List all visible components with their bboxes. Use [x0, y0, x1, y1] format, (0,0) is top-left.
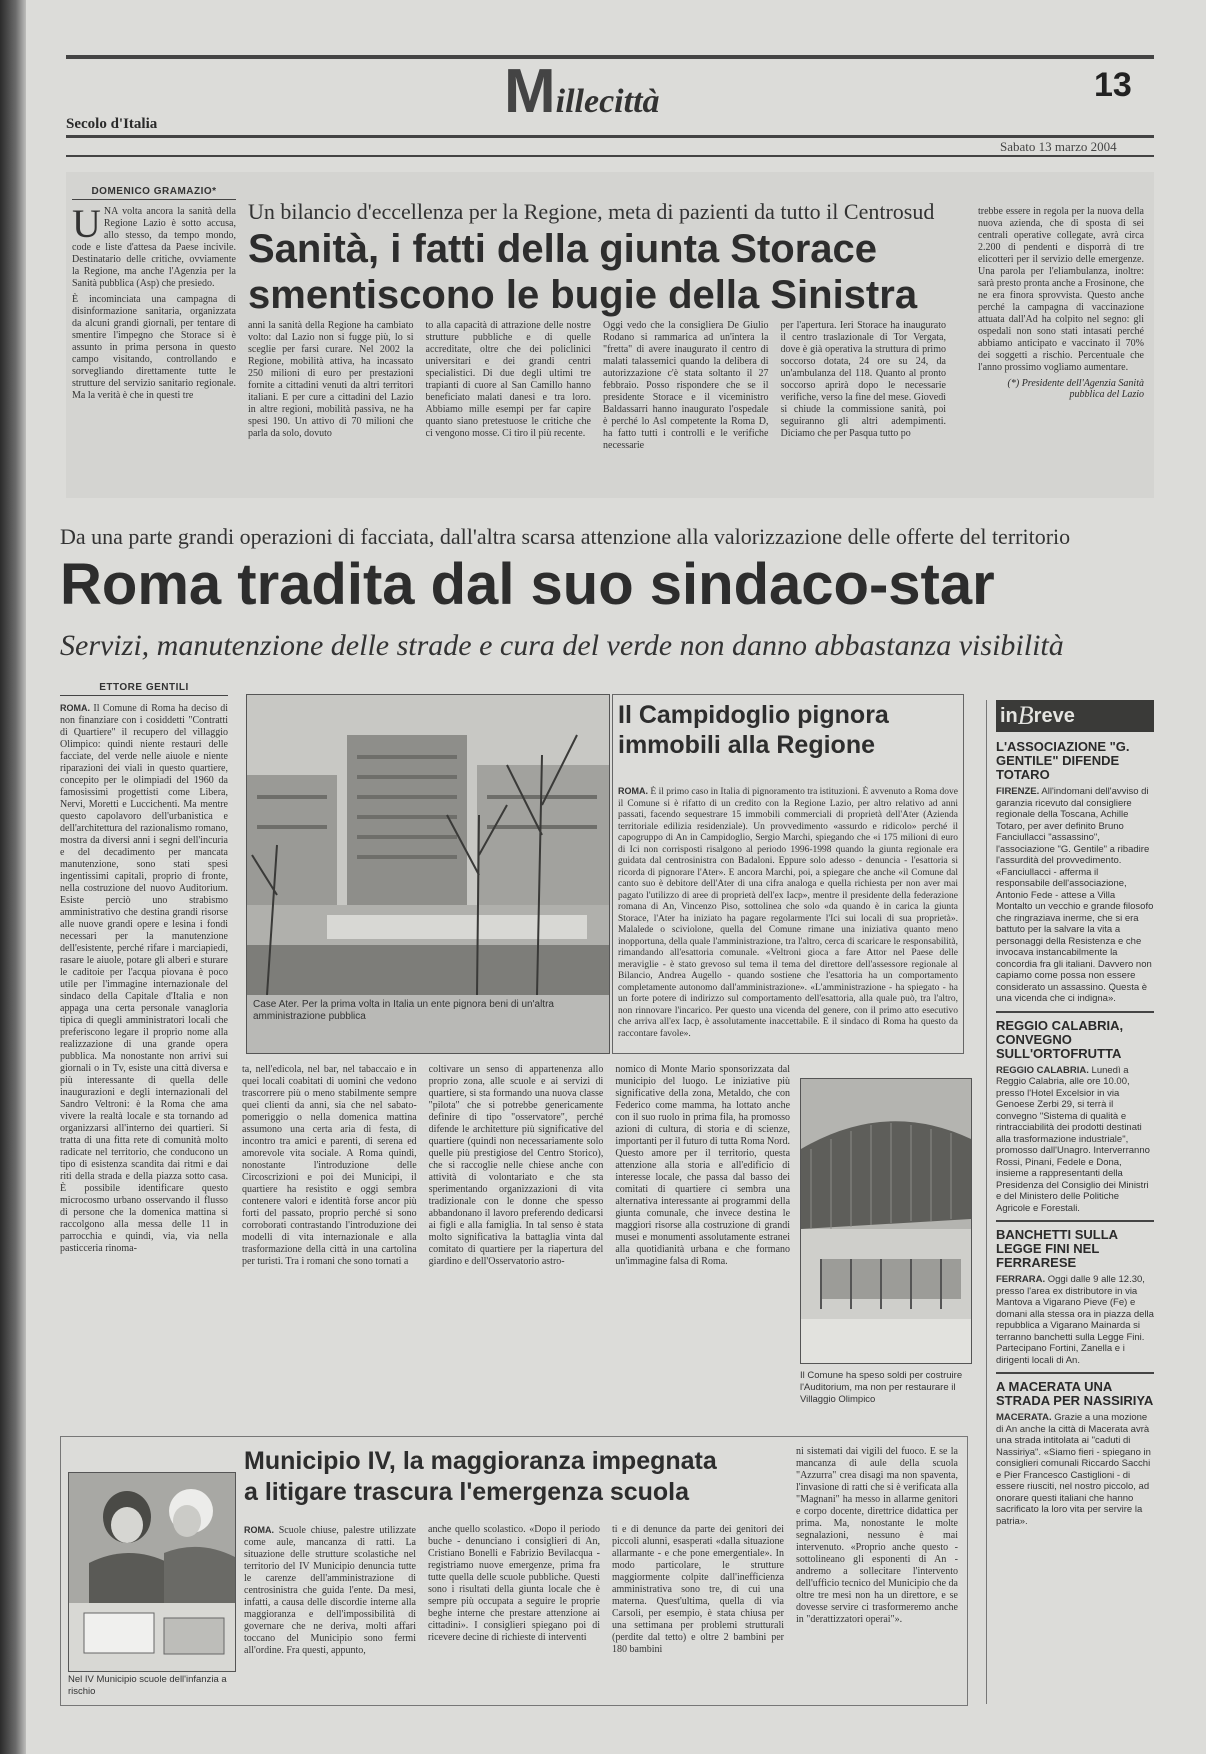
main-col4: nomico di Monte Mario sponsorizzata dal municipio del luogo. Le iniziative più significative della zona, Metaldo, che con Federico come mamma, ha lottato anche con il suo ruolo in prima fila, ha promosso azioni di cultura, di storia e di scienze, importanti per il futuro di tutta Roma Nord. Questo amore per il territorio, questa attenzione alla storia e all'edificio di interesse locale, che passa dal basso dei comitati di quartiere ci sembra una alternativa interessante ai programmi della giunta comunale, che invece destina le maggiori risorse alla costruzione di grandi musei e monumenti assolutamente estranei alla quotidianità urbana e che formano un'immagine falsa di Roma. [615, 1064, 791, 1267]
health-body-columns [248, 320, 946, 490]
ater-photo [246, 694, 610, 1054]
lead-paragraph [72, 201, 236, 290]
municipio-dateline: ROMA. [244, 1525, 274, 1535]
municipio-headline-line-1: Municipio IV, la maggioranza impegnata [244, 1447, 717, 1475]
brief-title: A MACERATA UNA STRADA PER NASSIRIYA [996, 1379, 1154, 1408]
page-number: 13 [1094, 66, 1132, 104]
health-col1: È incominciata una campagna di disinformazione sanitaria, organizzata da alcuni grandi giornali, per tentare di smentire l'impegno che Storace si è assunto in prima persona in questo campo visitando, controllando e sorvegliando direttamente tutte le strutture del servizio sanitario regionale. Ma la verità è che in questi tre [72, 294, 236, 401]
brief-dateline: MACERATA. [996, 1412, 1052, 1423]
main-col3: coltivare un senso di appartenenza allo proprio zona, alle scuole e ai servizi di quartiere, si sta formando una nuova classe "pilota" che si potrebbe genericamente definire di tipo "osservatore", perché difende le architetture più significative del quartiere (quindi non necessariamente solo quelle più prestigiose del Centro Storico), che si raccoglie nelle chiese anche con attività di volontariato e che sta sperimentando organizzazioni di vita tradizionale con le donne che spesso abbandonano il lavoro preferendo dedicarsi ai figli e alla famiglia. In tal senso è stata molto significativa la battaglia vinta dal comitato di quartiere per la riapertura del giardino e dell'Osservatorio astro- [428, 1064, 604, 1267]
municipio-col1-text: Scuole chiuse, palestre utilizzate come aule, mancanza di ratti. La situazione delle strutture scolastiche nel territorio del IV Municipio denuncia tutte le carenze dell'amministrazione di centrosinistra che guida l'ente. Da mesi, infatti, a causa delle discordie interne alla maggioranza e dell'impossibilità di governare che ne deriva, molti affari toccano del Municipio sono fermi all'ordine. Fra questi, appunto, [244, 1525, 416, 1656]
brief-body [996, 1412, 1154, 1527]
main-col2: ta, nell'edicola, nel bar, nel tabaccaio e in quei locali coabitati di uomini che vedono trascorrere più o meno stabilmente sempre quei clienti da anni, sia che nel sabato-pomeriggio o nella domenica mattina assumono una certa aria di festa, di incontro tra amici e parenti, di serena ed amorevole vita sociale. A Roma quindi, nonostante l'introduzione delle Circoscrizioni e poi dei Municipi, il quartiere ha resistito e oggi sembra contenere valori e identità forse ancor più forti del passato, proprio perché si sono corroborati contrastando l'introduzione dei modelli di vita internazionale e alla trasformazione della città in una cartolina per turisti. Tra i romani che sono tornati a [242, 1064, 417, 1267]
school-photo-image [69, 1473, 235, 1671]
in-breve-initial: B [1017, 701, 1034, 730]
sidebar-divider [986, 700, 987, 1704]
author-signature: (*) Presidente dell'Agenzia Sanità pubblica del Lazio [1007, 378, 1144, 400]
brief-title: REGGIO CALABRIA, CONVEGNO SULL'ORTOFRUTTA [996, 1017, 1124, 1061]
ater-photo-caption: Case Ater. Per la prima volta in Italia un ente pignora beni di un'altra amministrazione pubblica [253, 999, 554, 1022]
municipio-headline [244, 1446, 784, 1508]
health-headline [248, 226, 960, 318]
main-byline: ETTORE GENTILI [60, 682, 228, 696]
section-logo [504, 57, 660, 126]
brief-body [996, 786, 1154, 1005]
health-col5: per l'apertura. Ieri Storace ha inaugurato il centro traslazionale di Tor Vergata, dove è già operativa la struttura di primo soccorso dotata, 24 ore su 24, da un'ambulanza del 118. Quanto al pronto soccorso aprirà dopo le necessarie verifiche, verso la fine del mese. Giovedì si chiude la commissione sanità, poi seguiranno gli altri adempimenti. Diciamo che per Pasqua tutto po [780, 320, 946, 439]
main-dateline: ROMA. [60, 703, 90, 713]
campidoglio-dateline: ROMA. [618, 786, 648, 796]
drop-cap: U [72, 201, 101, 246]
masthead-bottom-rule [66, 135, 1154, 138]
brief-body [996, 1065, 1154, 1215]
health-col2: anni la sanità della Regione ha cambiato volto: dal Lazio non si fugge più, lo si sceglie per farsi curare. Nel 2002 la Regione, mobilità attiva, ha incassato 250 milioni di euro per prestazioni fornite a cittadini venuti da altri territori italiani. E per cure a cittadini del Lazio in altre regioni, mobilità passiva, ne ha spesi 190. Un attivo di 70 milioni che parla da solo, dovuto [248, 320, 414, 439]
brief-separator [996, 1220, 1154, 1222]
brief-dateline: FIRENZE. [996, 786, 1040, 797]
brief-dateline: FERRARA. [996, 1274, 1046, 1285]
brief-title: BANCHETTI SULLA LEGGE FINI NEL FERRARESE [996, 1227, 1118, 1270]
auditorium-photo-image [801, 1079, 971, 1363]
page-binding-shadow [0, 0, 26, 1754]
byline: DOMENICO GRAMAZIO* [72, 186, 236, 200]
municipio-col3: ti e di denunce da parte dei genitori dei piccoli alunni, esasperati «dalla situazione allarmante - e che pone emergentiale». In modo particolare, le strutture maggiormente colpite dall'inefficienza amministrativa sono tre, di cui una materna. Quest'ultima, quella di via Carsoli, per esempio, è stata chiusa per una settimana per problemi strutturali (perdite dal tetto) e oltre 2 bambini per 180 bambini [612, 1524, 784, 1655]
municipio-col4: ni sistemati dai vigili del fuoco. E se la mancanza di aule della scuola "Azzurra" crea disagi ma non spaventa, l'invasione di ratti che si è verificata alla "Magnani" ha messo in allarme genitori e corpo docente, direttrice didattica per prima. Ma, nonostante le molte segnalazioni, nessuno è mai intervenuto. «Proprio anche questo - sottolineano gli esponenti di An - andremo a sollecitare l'intervento dell'ufficio tecnico del Municipio che da oltre tre mesi non ha un direttore, e se dovesse servire ci trasformeremo anche in "derattizzatori operai"». [796, 1446, 958, 1625]
school-photo [68, 1472, 236, 1672]
health-col6: trebbe essere in regola per la nuova della nuova azienda, che di sposta di sei centrali operative collegate, avrà circa 2.200 di pendenti e disporrà di tre elicotteri per il servizio delle emergenze. Una parola per l'eliambulanza, inoltre: sarà presto pronta anche a Frosinone, che ne era finora sprovvista. Questo anche perché la campagna di vaccinazione attuata dall'Ad ha colpito nel segno: gli ospedali non sono stati intasati perché abbiamo anticipato e vaccinato il 70% dei soggetti a rischio. Percentuale che l'anno prossimo vogliamo aumentare. [978, 206, 1144, 373]
health-col3: to alla capacità di attrazione delle nostre strutture pubbliche e di quelle accreditate, oltre che dei policlinici universitari e dei grandi centri specialistici. Di due degli ultimi tre trapianti di cuore al San Camillo hanno beneficiato malati danesi e tra loro. Abbiamo mille esempi per far capire quanto siano pretestuose le critiche che ci vengono mosse. Ci tiro il più recente. [425, 320, 591, 439]
headline-line-1: Sanità, i fatti della giunta Storace [248, 227, 878, 271]
in-breve-logo [996, 700, 1154, 732]
brief-item [996, 1380, 1154, 1527]
main-headline: Roma tradita dal suo sindaco-star [60, 552, 995, 617]
health-last-column [978, 206, 1144, 492]
auditorium-photo [800, 1078, 972, 1364]
brief-dateline: REGGIO CALABRIA. [996, 1064, 1089, 1076]
in-breve-suffix: reve [1033, 704, 1075, 727]
campidoglio-body [618, 786, 958, 1048]
headline-line-2: smentiscono le bugie della Sinistra [248, 273, 918, 317]
municipio-col1 [244, 1524, 416, 1696]
main-col1-text: Il Comune di Roma ha deciso di non finanziare con i cosiddetti "Contratti di Quartiere" il recupero del villaggio Olimpico: quindi niente restauri delle facciate, del verde nelle aiuole e niente riparazioni dei viali in questo quartiere, concepito per le olimpiadi del 1960 da famosissimi progettisti come Libera, Nervi, Moretti e Luccichenti. Ma mentre questo capolavoro dell'urbanistica e dell'architettura del razionalismo romano, mostra da diversi anni i segni dell'incuria e del decadimento per mancata manutenzione, sono stati spesi ingentissimi capitali, proprio di fronte, nella costruzione del nuovo Auditorium. Esiste perciò uno strabismo amministrativo che destina grandi risorse alle nuove grandi opere e lesina i fondi necessari per la manutenzione dell'esistente, perché rifare i marciapiedi, rasare le aiuole, potare gli alberi e sturare le caditoie per l'acqua piovana è poco utile per l'immagine internazionale del sindaco della Capitale d'Italia e non appaga una certa personale vanagloria tipica di quegli amministratori locali che preferiscono legare il proprio nome alla realizzazione di una grande opera pubblica. Ma nonostante non arrivi sui giornali o in Tv, esiste una città diversa e più interessante di quella delle inaugurazioni e degli internazionali del Sandro Veltroni: è la Roma che ama vivere la realtà locale e sta tornando ad organizzarsi all'interno dei quartieri. Si tratta di una fitta rete di comunità molto radicate nel territorio, che conducono un tipo di esistenza scandita dai ritmi e dai riti della strada e della piazza sotto casa. È possibile identificare questo microcosmo urbano osservando il flusso di persone che la domenica mattina si raccolgono alla messa delle 11 in parrocchia e quindi, via, via nella pasticceria rinoma- [60, 703, 228, 1254]
lead-text: NA volta ancora la sanità della Regione Lazio è sotto accusa, allo stesso, da tempo mondo, code e liste d'attesa da Paese incivile. Destinatario delle critiche, ovviamente la Regione, ma anche l'Agenzia per la Sanità pubblica (Asp) che presiedo. [72, 206, 236, 289]
brief-text: Grazie a una mozione di An anche la città di Macerata avrà una strada intitolata ai "caduti di Nassiriya". «Siamo fieri - spiegano in consiglieri comunali Riccardo Sacchi e Pier Francesco Castiglioni - di essere riusciti, nel nostro piccolo, ad onorare questi italiani che hanno sacrificato la loro vita per servire la patria». [996, 1412, 1151, 1527]
paper-name: Secolo d'Italia [66, 116, 158, 132]
municipio-col2: anche quello scolastico. «Dopo il periodo buche - denunciano i consiglieri di An, Cristiano Bonelli e Fabrizio Bevilacqua - registriamo nuove emergenze, prima fra tutte quella delle scuole pubbliche. Questi sono i risultati della giunta locale che è sempre più occupata a seguire le proprie beghe interne che prestare attenzione ai cittadini». I consiglieri spiegano poi di ricevere decine di richieste di interventi [428, 1524, 600, 1643]
brief-item [996, 1228, 1154, 1366]
brief-title: L'ASSOCIAZIONE "G. GENTILE" DIFENDE TOTARO [996, 739, 1130, 782]
health-article-lead [72, 201, 236, 402]
municipio-body-columns [244, 1524, 784, 1696]
main-body-columns [242, 1064, 790, 1402]
campidoglio-text: È il primo caso in Italia di pignoramento tra istituzioni. È avvenuto a Roma dove il Comune si è rifatto di un credito con la Regione Lazio, per altro relativo ad anni passati, facendo sequestrare 15 immobili commerciali di proprietà dell'Ater (Azienda territoriale edilizia residenziale). Un provvedimento «assurdo e ridicolo» perché il capogruppo di An in Campidoglio, Sergio Marchi, spiegando che «i 175 milioni di euro di Ici non corrisposti risalgono al periodo 1996-1998 quando la giunta regionale era guidata dal centrosinistra con Badaloni. Eppure solo adesso - denuncia - l'esattoria si ricorda di pignorare l'Ater». E ancora Marchi, poi, a spiegare che anche «il Comune dal canto suo è debitore dell'Ater di una cifra analoga e quella richiesta per non aver mai pagato l'utilizzo di aree di proprietà dell'ex Iacp», mentre il presidente della federazione romana di An, Vincenzo Piso, sottolinea che solo «da quando è in carica la giunta Storace, l'Ater ha iniziato ha pagare regolarmente l'Ici sui locali di sua proprietà». Malalede o sciviolone, quella del Comune rimane una iniziativa quanto meno inopportuna, della quale l'amministrazione, tra l'altro, cerca di scaricare le responsabilità, rimandando all'esattoria comunale. «Veltroni gioca a fare Attor nel Paese delle meraviglie - è stato grevoso sul tema il tema del direttore dell'assessore regionale al Bilancio, Andrea Augello - quando sostiene che l'esattoria ha un comportamento completamente autonomo dall'amministrazione». «L'amministrazione - ha spiegato - ha un forte potere di indirizzo sul comportamento dell'esattoria, alla quale può, tra l'altro, non rinnovare l'incarico. Per questo una vicenda del genere, con il primo atto esecutivo che arriva all'ex Iacp, è assolutamente inaccettabile. E il sindaco di Roma ha questo da raccontare favole». [618, 787, 958, 1039]
in-breve-prefix: in [1000, 704, 1018, 727]
brief-body [996, 1274, 1154, 1366]
in-breve-sidebar [996, 700, 1154, 1700]
auditorium-photo-caption: Il Comune ha speso soldi per costruire l'Auditorium, ma non per restaurare il Villaggio Olimpico [800, 1370, 963, 1405]
health-article-byline [72, 186, 236, 200]
health-col4: Oggi vedo che la consigliera De Giulio Rodano si rammarica ad un'intera la "fretta" di avere inaugurato il centro di malati talassemici quando la delibera di autorizzazione c'è stata soltanto il 27 febbraio. Posso rispondere che se il presidente Storace e il viceministro Baldassarri hanno inaugurato l'ospedale è perché lo Asl competente la Roma D, ha fatto tutti i controlli e le verifiche necessarie [603, 320, 769, 451]
section-logo-initial: M [504, 57, 556, 126]
section-logo-text: illecittà [555, 83, 660, 120]
issue-date: Sabato 13 marzo 2004 [1000, 139, 1117, 154]
campidoglio-headline: Il Campidoglio pignora immobili alla Regione [618, 701, 889, 759]
brief-text: Oggi dalle 9 alle 12.30, presso l'area ex distributore in via Mantova a Vigarano Pieve (Fe) e domani alla stessa ora in piazza della repubblica a Vigarano Mainarda si terranno banchetti sulla Legge Fini. Partecipano Fortini, Zanella e i dirigenti locali di An. [996, 1274, 1154, 1366]
brief-item [996, 740, 1154, 1005]
main-kicker: Da una parte grandi operazioni di facciata, dall'altra scarsa attenzione alla valorizzazione delle offerte del territorio [60, 524, 1071, 549]
school-photo-caption: Nel IV Municipio scuole dell'infanzia a rischio [68, 1674, 227, 1697]
masthead-top-rule [66, 55, 1154, 59]
brief-text: All'indomani dell'avviso di garanzia ricevuto dal consigliere regionale della Toscana, Achille Totaro, per aver definito Bruno Fanciullacci "assassino", l'associazione "G. Gentile" a ribadire l'assurdità del provvedimento. «Fanciullacci - afferma il responsabile dell'associazione, Antonio Fede - attese a Villa Montalto un vecchio e grande filosofo che ringraziava inerme, che si era battuto per la salvare la vita a personaggi della Resistenza e che invocava instancabilmente la concordia fra gli italiani. Davvero non capiamo come possa non essere considerato un assassino. Questa è una vicenda che ci indigna». [996, 786, 1154, 1004]
main-subheadline: Servizi, manutenzione delle strade e cura del verde non danno abbastanza visibilità [60, 629, 1064, 662]
brief-separator [996, 1372, 1154, 1374]
municipio-headline-line-2: a litigare trascura l'emergenza scuola [244, 1478, 690, 1506]
brief-text: Lunedì a Reggio Calabria, alle ore 10.00, presso l'Hotel Excelsior in via Genoese Zerbi 29, si terrà il convegno "Sistema di qualità e rintracciabilità dei prodotti destinati alla trasformazione industriale", promosso dall'Unagro. Interverranno Rossi, Pinani, Fedele e Dona, insieme a rappresentanti della Presidenza del Consiglio dei Ministri e del Ministero delle Politiche Agricole e Forestali. [996, 1064, 1150, 1214]
brief-separator [996, 1011, 1154, 1013]
brief-item [996, 1019, 1154, 1215]
building-photo-image [247, 695, 609, 995]
health-kicker: Un bilancio d'eccellenza per la Regione, meta di pazienti da tutto il Centrosud [248, 199, 935, 224]
masthead-date-rule [66, 155, 1154, 157]
